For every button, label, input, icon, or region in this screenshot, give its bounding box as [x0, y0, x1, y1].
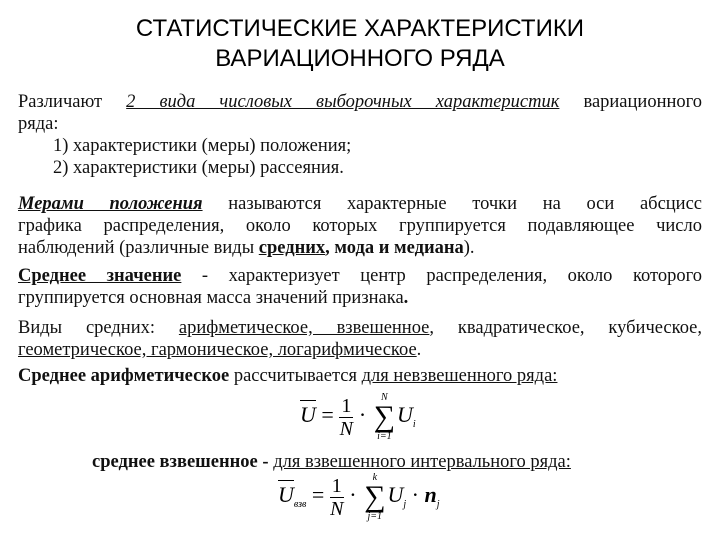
average-types-lead: Виды средних: [18, 318, 155, 338]
arith-mean-mid: рассчитывается [233, 366, 358, 386]
list-item-dispersion: 2) характеристики (меры) рассеяния. [53, 158, 344, 178]
formula1-fraction [339, 395, 353, 440]
formula2-den: N [330, 497, 344, 520]
weighted-mean-emph: для взвешенного интервального ряда: [273, 452, 571, 472]
list-item-position: 1) характеристики (меры) положения; [53, 136, 352, 156]
formula-weighted-mean [278, 472, 440, 522]
mean-line-2 [18, 288, 702, 310]
formula2-term: U [387, 482, 404, 508]
formula2-dot: · [349, 482, 357, 508]
formula2-lhs-sub: взв [293, 499, 307, 511]
formula1-num: 1 [341, 394, 352, 417]
sigma-icon: ∑ [373, 400, 396, 433]
slide-title [0, 14, 720, 74]
formula2-mul: · [411, 482, 419, 508]
average-types-line-1 [18, 318, 702, 340]
formula2-sum [364, 472, 385, 522]
formula1-eq: = [321, 402, 334, 428]
formula1-upper: N [381, 392, 388, 403]
average-types-l2-end: . [416, 340, 422, 360]
intro-tail: вариационного [583, 92, 702, 112]
average-types-l2-emph: геометрическое, гармоническое, логарифмическое [18, 340, 417, 360]
title-line-2: ВАРИАЦИОННОГО РЯДА [215, 45, 505, 72]
formula2-term-sub: j [403, 499, 407, 511]
formula1-term: U [397, 402, 413, 428]
arith-mean-term: Среднее арифметическое [18, 366, 230, 386]
mean-term: Среднее значение [18, 266, 182, 286]
average-types-tail: , квадратическое, кубическое, [429, 318, 703, 338]
formula2-upper: k [372, 472, 378, 483]
intro-line-2: ряда: [18, 114, 59, 134]
arith-mean-emph: для невзвешенного ряда: [361, 366, 558, 386]
formula2-num: 1 [331, 474, 342, 497]
average-types-line-2 [18, 340, 702, 362]
mean-line-1 [18, 266, 702, 288]
mean-l2-text: группируется основная масса значений признака [18, 288, 404, 308]
line-end: ). [463, 238, 475, 258]
position-measures-line-1 [18, 194, 702, 216]
formula1-den: N [339, 417, 353, 440]
intro-emphasis: 2 вида числовых выборочных характеристик [126, 92, 560, 112]
position-measures-line-3 [18, 238, 702, 260]
formula2-weight-sub: j [436, 499, 440, 511]
formula1-dot: · [358, 402, 367, 428]
position-measures-line-2: графика распределения, около которых группируется подавляющее число [18, 216, 702, 236]
position-measures-def: называются характерные точки на оси абсцисс [228, 194, 703, 214]
formula1-sum [374, 392, 395, 442]
intro-line-1 [18, 92, 702, 114]
formula2-fraction [330, 475, 344, 520]
term-mode-median: мода и медиана [334, 238, 464, 258]
formula1-lhs: U [300, 402, 316, 428]
intro-lead: Различают [18, 92, 103, 112]
formula2-weight: n [424, 482, 437, 508]
position-measures-term: Мерами положения [18, 194, 203, 214]
formula2-lhs: U [278, 482, 294, 508]
sigma-icon: ∑ [364, 480, 386, 513]
formula2-eq: = [311, 482, 325, 508]
arith-mean-line [18, 366, 702, 388]
average-types-emph: арифметическое, взвешенное [178, 318, 430, 338]
formula1-lower: i=1 [377, 431, 392, 442]
mean-l2-dot: . [403, 288, 409, 308]
formula-arithmetic-mean [300, 392, 416, 442]
title-line-1: СТАТИСТИЧЕСКИЕ ХАРАКТЕРИСТИКИ [135, 15, 585, 42]
mean-def: - характеризует центр распределения, около которого [201, 266, 702, 286]
weighted-mean-line [92, 452, 692, 474]
comma: , [325, 238, 330, 258]
term-averages: средних [258, 238, 326, 258]
weighted-mean-term: среднее взвешенное - [92, 452, 269, 472]
formula2-lower: j=1 [367, 511, 383, 522]
formula1-term-sub: i [412, 419, 416, 431]
position-measures-l3-lead: наблюдений (различные виды [18, 238, 255, 258]
